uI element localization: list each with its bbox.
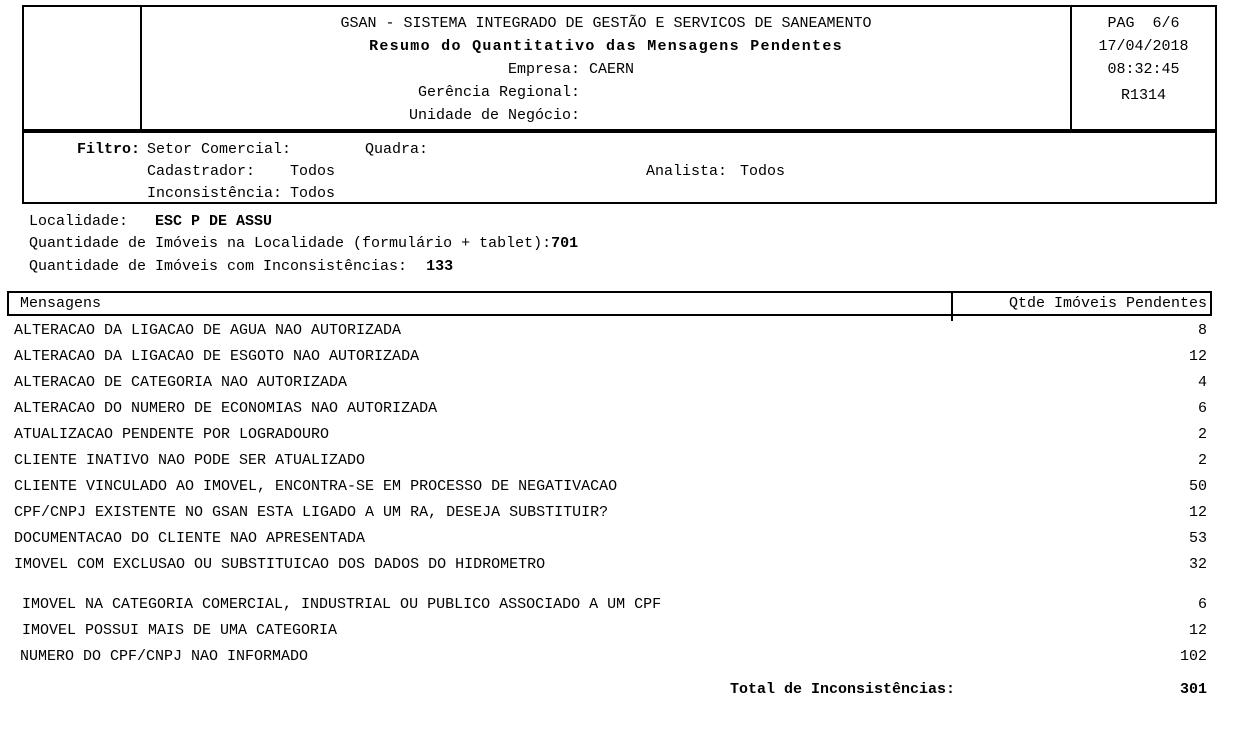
row-mensagem: IMOVEL COM EXCLUSAO OU SUBSTITUICAO DOS DADOS DO HIDROMETRO	[14, 556, 546, 573]
row-qtde: 50	[1188, 478, 1207, 495]
table-row	[0, 474, 1245, 500]
page-number: PAG 6/6	[1107, 15, 1180, 32]
qtd-inconsistencias-line	[29, 259, 453, 275]
qtd-inconsistencias-value: 133	[426, 258, 454, 275]
localidade-value: ESC P DE ASSU	[155, 213, 273, 230]
row-mensagem: ATUALIZACAO PENDENTE POR LOGRADOURO	[14, 426, 330, 443]
analista-value: Todos	[740, 163, 786, 180]
row-mensagem: DOCUMENTACAO DO CLIENTE NAO APRESENTADA	[14, 530, 366, 547]
row-mensagem: IMOVEL NA CATEGORIA COMERCIAL, INDUSTRIAL OU PUBLICO ASSOCIADO A UM CPF	[22, 596, 662, 613]
report-title-cell	[142, 7, 1070, 129]
row-qtde: 4	[1197, 374, 1207, 391]
column-header-qtde: Qtde Imóveis Pendentes	[1008, 295, 1207, 312]
total-label: Total de Inconsistências:	[729, 681, 955, 698]
table-row	[0, 552, 1245, 578]
column-header-mensagens: Mensagens	[9, 293, 953, 314]
gerencia-line	[142, 81, 1070, 104]
cadastrador-label: Cadastrador:	[147, 163, 256, 180]
qtd-inconsistencias-label: Quantidade de Imóveis com Inconsistências:	[29, 258, 408, 275]
report-title: Resumo do Quantitativo das Mensagens Pendentes	[369, 38, 843, 55]
gerencia-regional-label: Gerência Regional:	[417, 84, 580, 101]
quadra-label: Quadra:	[365, 141, 429, 158]
unidade-negocio-label: Unidade de Negócio:	[408, 107, 580, 124]
table-row	[0, 396, 1245, 422]
row-qtde: 6	[1197, 400, 1207, 417]
setor-comercial-label: Setor Comercial:	[147, 141, 292, 158]
row-mensagem: CLIENTE INATIVO NAO PODE SER ATUALIZADO	[14, 452, 366, 469]
row-mensagem: ALTERACAO DA LIGACAO DE ESGOTO NAO AUTORIZADA	[14, 348, 420, 365]
logo-cell	[24, 7, 142, 129]
table-row	[0, 344, 1245, 370]
row-qtde: 12	[1188, 348, 1207, 365]
row-mensagem: NUMERO DO CPF/CNPJ NAO INFORMADO	[20, 648, 309, 665]
unidade-line	[142, 104, 1070, 127]
report-header-box	[22, 5, 1217, 131]
filtro-label: Filtro:	[76, 141, 140, 158]
empresa-value: CAERN	[589, 61, 635, 78]
row-qtde: 53	[1188, 530, 1207, 547]
localidade-line	[29, 214, 272, 230]
row-qtde: 2	[1197, 426, 1207, 443]
report-date: 17/04/2018	[1098, 38, 1189, 55]
empresa-line	[142, 58, 1070, 81]
table-header	[7, 291, 1212, 316]
total-row	[0, 677, 1245, 703]
row-mensagem: ALTERACAO DA LIGACAO DE AGUA NAO AUTORIZADA	[14, 322, 402, 339]
row-mensagem: ALTERACAO DE CATEGORIA NAO AUTORIZADA	[14, 374, 348, 391]
row-qtde: 12	[1188, 504, 1207, 521]
row-qtde: 32	[1188, 556, 1207, 573]
table-row	[0, 318, 1245, 344]
cadastrador-value: Todos	[290, 163, 336, 180]
inconsistencia-value: Todos	[290, 185, 336, 202]
empresa-label: Empresa:	[507, 61, 580, 78]
row-mensagem: CPF/CNPJ EXISTENTE NO GSAN ESTA LIGADO A UM RA, DESEJA SUBSTITUIR?	[14, 504, 609, 521]
qtd-imoveis-value: 701	[551, 235, 579, 252]
inconsistencia-label: Inconsistência:	[147, 185, 283, 202]
table-row	[0, 422, 1245, 448]
table-row	[0, 448, 1245, 474]
table-row	[0, 618, 1245, 644]
row-mensagem: ALTERACAO DO NUMERO DE ECONOMIAS NAO AUTORIZADA	[14, 400, 438, 417]
localidade-label: Localidade:	[29, 213, 129, 230]
row-qtde: 8	[1197, 322, 1207, 339]
row-qtde: 2	[1197, 452, 1207, 469]
report-time: 08:32:45	[1107, 61, 1180, 78]
total-value: 301	[1179, 681, 1207, 698]
page-info-cell	[1070, 7, 1215, 129]
qtd-imoveis-line	[29, 236, 578, 252]
table-row	[0, 592, 1245, 618]
table-row	[0, 500, 1245, 526]
table-row	[0, 526, 1245, 552]
row-qtde: 102	[1179, 648, 1207, 665]
row-qtde: 6	[1197, 596, 1207, 613]
qtd-imoveis-label: Quantidade de Imóveis na Localidade (formulário + tablet):	[29, 235, 552, 252]
filter-box	[22, 131, 1217, 204]
table-row	[0, 644, 1245, 670]
table-row	[0, 370, 1245, 396]
row-qtde: 12	[1188, 622, 1207, 639]
row-mensagem: CLIENTE VINCULADO AO IMOVEL, ENCONTRA-SE EM PROCESSO DE NEGATIVACAO	[14, 478, 618, 495]
analista-label: Analista:	[646, 163, 728, 180]
row-mensagem: IMOVEL POSSUI MAIS DE UMA CATEGORIA	[22, 622, 338, 639]
system-title: GSAN - SISTEMA INTEGRADO DE GESTÃO E SERVICOS DE SANEAMENTO	[340, 15, 872, 32]
table-rows	[0, 318, 1245, 670]
report-code: R1314	[1120, 87, 1166, 104]
